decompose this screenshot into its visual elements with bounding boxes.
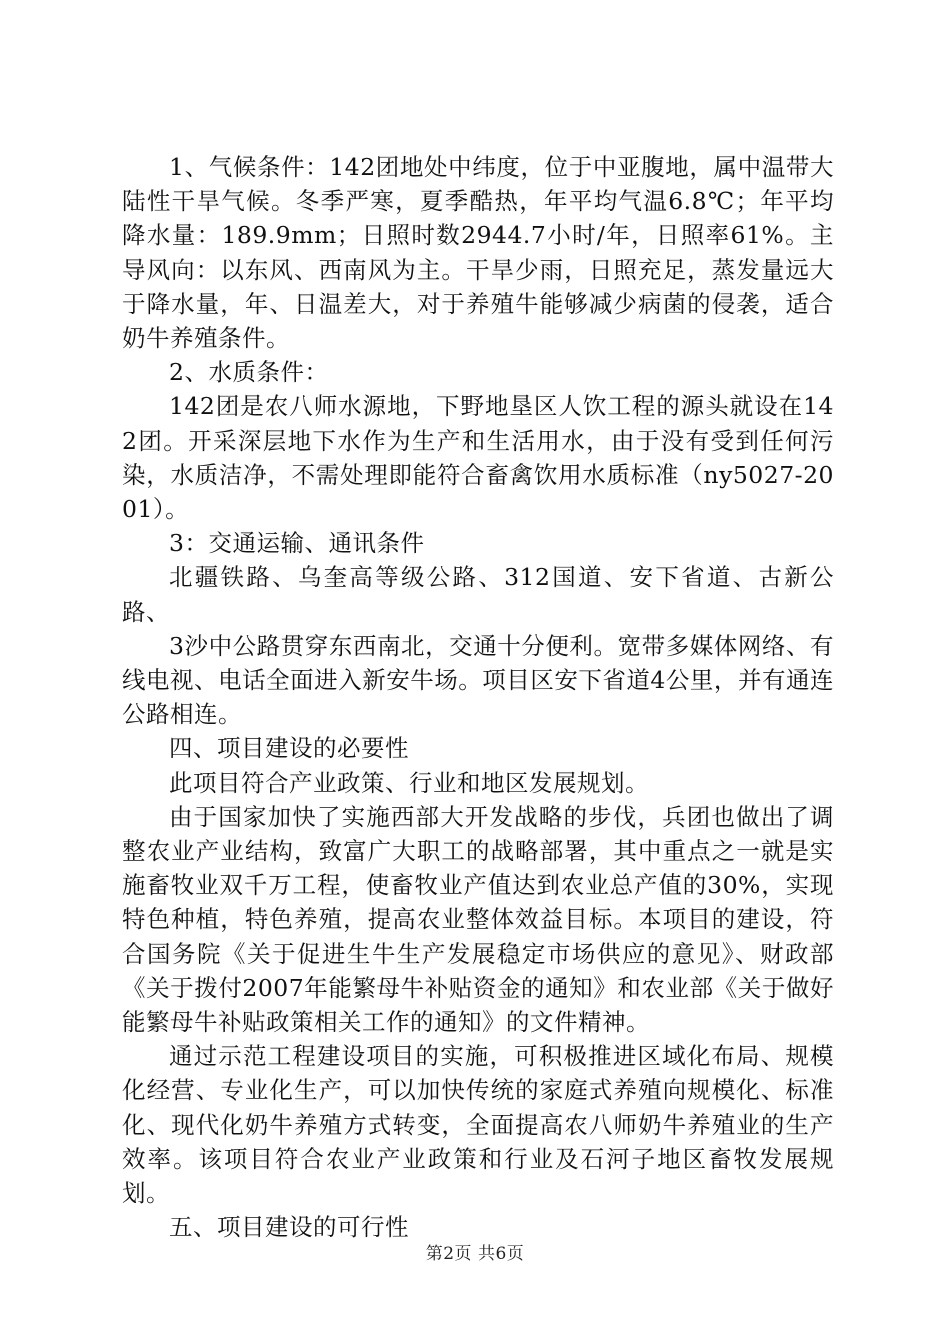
paragraph-transport-roads: 北疆铁路、乌奎高等级公路、312国道、安下省道、古新公路、 [122,563,834,626]
paragraph-western-development: 由于国家加快了实施西部大开发战略的步伐，兵团也做出了调整农业产业结构，致富广大职工的战略部署，其中重点之一就是实施畜牧业双千万工程，使畜牧业产值达到农业总产值的30%，实现特色种植，特色养殖，提高农业整体效益目标。本项目的建设，符合国务院《关于促进生牛生产发展稳定市场供应的意见》、财政部《关于拨付2007年能繁母牛补贴资金的通知》和农业部《关于做好能繁母牛补贴政策相关工作的通知》的文件精神。 [122,802,834,1037]
heading-project-feasibility: 五、项目建设的可行性 [169,1213,409,1242]
paragraph-climate-conditions: 1、气候条件：142团地处中纬度，位于中亚腹地，属中温带大陆性干旱气候。冬季严寒，夏季酷热，年平均气温6.8℃；年平均降水量：189.9mm；日照时数2944.7小时/年，日照率61%。主导风向：以东风、西南风为主。干旱少雨，日照充足，蒸发量远大于降水量，年、日温差大，对于养殖牛能够减少病菌的侵袭，适合奶牛养殖条件。 [122,153,834,353]
heading-water-quality: 2、水质条件： [169,358,329,387]
paragraph-policy-compliance: 此项目符合产业政策、行业和地区发展规划。 [169,768,649,797]
heading-transport-communication: 3：交通运输、通讯条件 [169,529,425,558]
document-body [122,150,834,1245]
paragraph-transport-details: 3沙中公路贯穿东西南北，交通十分便利。宽带多媒体网络、有线电视、电话全面进入新安牛场。项目区安下省道4公里，并有通连公路相连。 [122,631,834,729]
paragraph-water-quality: 142团是农八师水源地，下野地垦区人饮工程的源头就设在142团。开采深层地下水作为生产和生活用水，由于没有受到任何污染，水质洁净，不需处理即能符合畜禽饮用水质标准（ny5027-2001）。 [122,392,834,524]
heading-project-necessity: 四、项目建设的必要性 [169,734,409,763]
page-number-footer: 第2页 共6页 [425,1244,525,1264]
paragraph-demonstration-project: 通过示范工程建设项目的实施，可积极推进区域化布局、规模化经营、专业化生产，可以加快传统的家庭式养殖向规模化、标准化、现代化奶牛养殖方式转变，全面提高农八师奶牛养殖业的生产效率。该项目符合农业产业政策和行业及石河子地区畜牧发展规划。 [122,1042,834,1208]
